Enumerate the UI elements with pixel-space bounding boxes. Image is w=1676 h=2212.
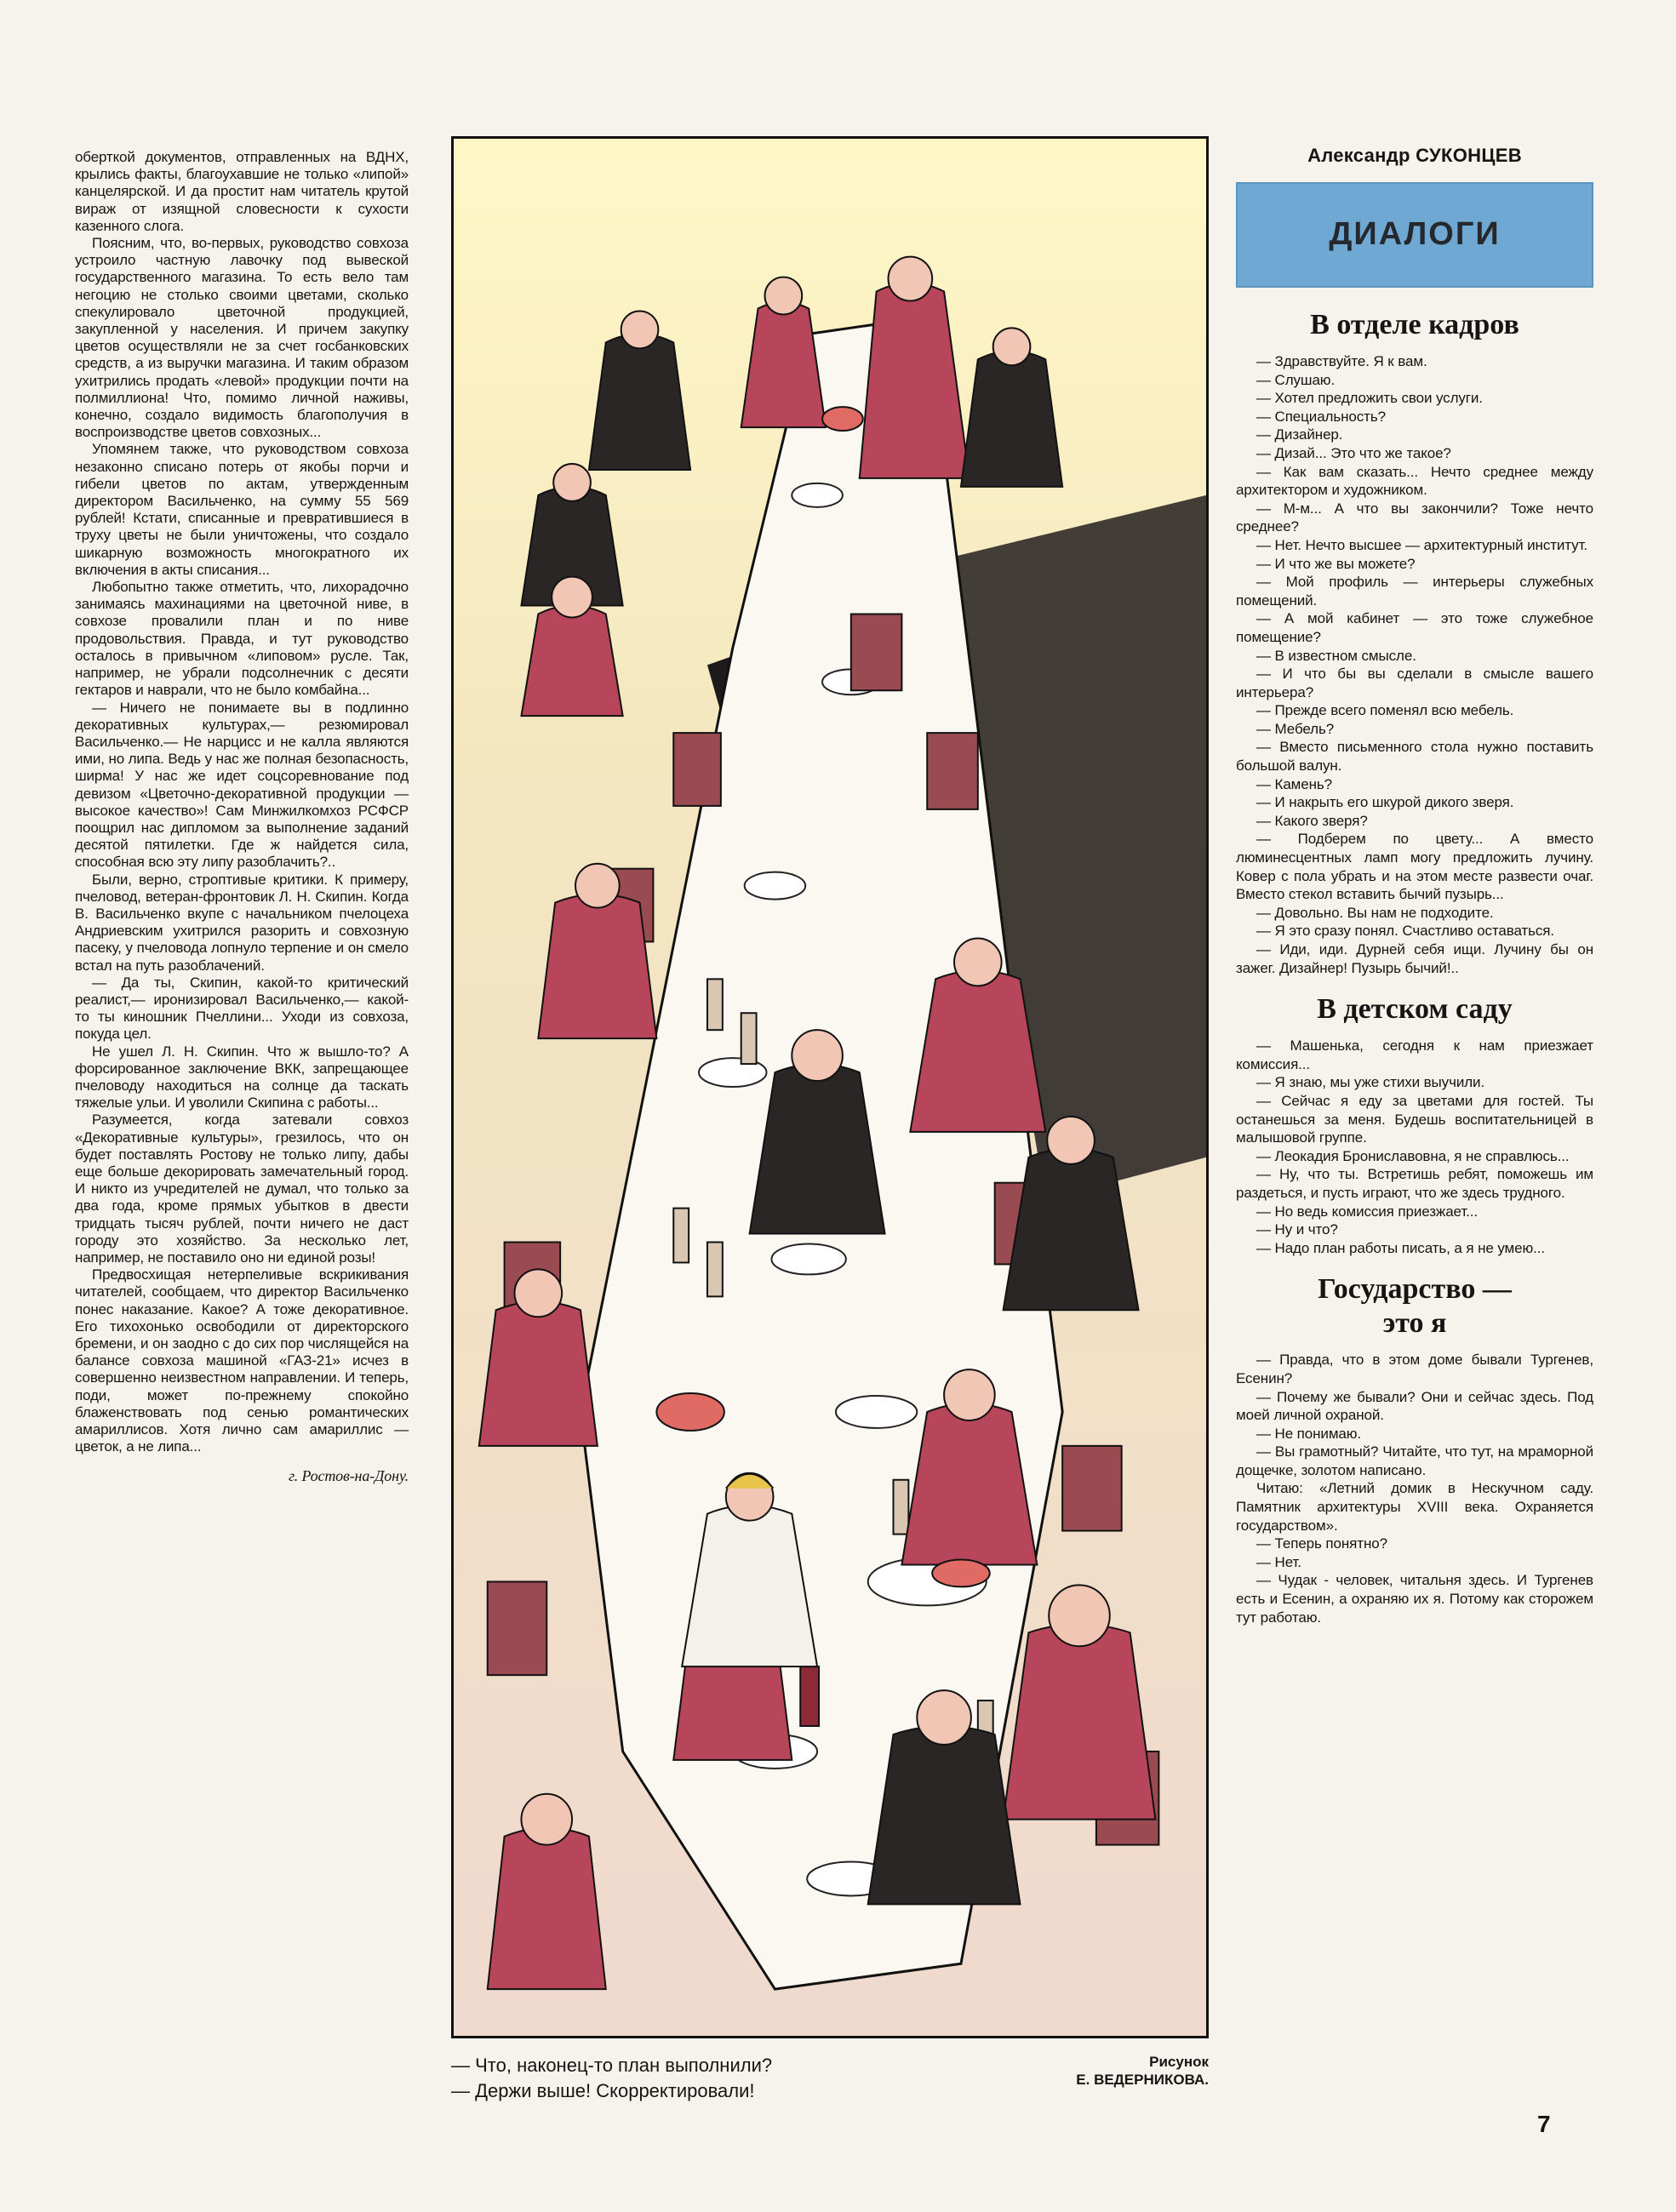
dialog-line: — Не понимаю. — [1256, 1425, 1362, 1442]
dialog-kindergarten — [1236, 1037, 1593, 1257]
dialog-line: — Я это сразу понял. Счастливо оставаться. — [1256, 923, 1555, 940]
dialog-line: — А мой кабинет — это тоже служебное помещение? — [1236, 610, 1593, 645]
illustration-credit — [979, 2053, 1209, 2089]
dialog-line: — Слушаю. — [1256, 371, 1336, 388]
dialog-line: — Здравствуйте. Я к вам. — [1256, 353, 1427, 369]
dialog-line: — Мебель? — [1256, 720, 1335, 737]
caption-line: — Что, наконец-то план выполнили? — [451, 2055, 773, 2076]
dialog-line: — Подберем по цвету... А вместо люминесцентных ламп могу предложить лучину. Ковер с пола убрать и на этом месте развести очаг. Вместо стекол вставить бычий пузырь... — [1236, 831, 1593, 903]
article-paragraph: Любопытно также отметить, что, лихорадочно занимаясь махинациями на цветочной ниве, в совхозе провалили план и по ниве продовольствия. Правда, и тут руководство осталось в привычном «липовом» русле. Так, например, не убрали подсолнечник с десяти гектаров и наврали, что не было комбайна... — [75, 579, 409, 699]
section-title-state — [1236, 1272, 1593, 1340]
dialog-line: — Надо план работы писать, а я не умею... — [1256, 1239, 1546, 1256]
dialog-line: — Но ведь комиссия приезжает... — [1256, 1203, 1479, 1220]
credit-author: Е. ВЕДЕРНИКОВА. — [1076, 2072, 1209, 2088]
article-paragraph: Предвосхищая нетерпеливые вскрикивания читателей, сообщаем, что директор Васильченко понес наказание. Какое? А тоже декоративное. Его тихохонько освободили от директорского бремени, и он заодно с до сих пор числящейся на балансе совхоза машиной «ГАЗ-21» исчез в совершенно неизвестном направлении. И теперь, поди, может по-прежнему спокойно блаженствовать под сенью романтических амариллисов. Хотя лично сам амариллис — цветок, а не липа... — [75, 1266, 409, 1455]
article-paragraph: Упомянем также, что руководством совхоза незаконно списано потерь от якобы порчи и гибели цветов по актам, утвержденным директором Васильченко, на сумму 55 569 рублей! Кстати, списанные и превратившиеся в труху цветы не были уничтожены, что создало шикарную возможность многократного их включения в акты списания... — [75, 441, 409, 578]
rubric-banner — [1236, 182, 1593, 288]
dialog-line: — В известном смысле. — [1256, 647, 1416, 664]
banquet-illustration — [451, 136, 1209, 2038]
article-paragraph: Были, верно, строптивые критики. К примеру, пчеловод, ветеран-фронтовик Л. Н. Скипин. Когда В. Васильченко вкупе с начальником пчелоцеха Андриевским ухитрился разорить и совхозную пасеку, у пчеловода лопнуло терпение и он смело встал на путь разоблачений. — [75, 871, 409, 974]
page-number: 7 — [1537, 2111, 1551, 2137]
dialog-line: — И что же вы можете? — [1256, 555, 1416, 572]
dialog-line: — Правда, что в этом доме бывали Тургенев, Есенин? — [1236, 1352, 1593, 1386]
article-paragraph: Разумеется, когда затевали совхоз «Декоративные культуры», грезилось, что он будет поставлять Ростову не только липу, дабы еще больше декорировать замечательный город. И никто из учредителей не думал, что только за два года, кроме прямых убытков в двести тридцать тысяч рублей, почти ничего не даст городу это хозяйство. За несколько лет, например, не поставило оно ни единой розы! — [75, 1112, 409, 1266]
dialog-line: — Почему же бывали? Они и сейчас здесь. Под моей личной охраной. — [1236, 1388, 1593, 1424]
dialogs-column — [1236, 145, 1593, 1626]
dialog-line: — Сейчас я еду за цветами для гостей. Ты останешься за меня. Будешь воспитательницей в малышовой группе. — [1236, 1092, 1593, 1146]
dialog-line: — И что бы вы сделали в смысле вашего интерьера? — [1236, 666, 1593, 700]
dialog-line: — Нет. Нечто высшее — архитектурный институт. — [1256, 536, 1588, 553]
dialog-line: — Дизай... Это что же такое? — [1256, 444, 1451, 461]
illustration-caption — [451, 2053, 979, 2104]
section-title-kindergarten: В детском саду — [1317, 993, 1513, 1026]
dialog-line: — Я знаю, мы уже стихи выучили. — [1256, 1074, 1485, 1091]
dialog-line: — Ну, что ты. Встретишь ребят, поможешь им раздеться, и пусть играют, что же здесь трудного. — [1236, 1166, 1593, 1201]
dialog-line: — Как вам сказать... Нечто среднее между архитектором и художником. — [1236, 463, 1593, 499]
dialog-line: — Вместо письменного стола нужно поставить большой валун. — [1236, 739, 1593, 774]
article-paragraph: — Ничего не понимаете вы в подлинно декоративных культурах,— резюмировал Васильченко.— Не нарцисс и не калла являются ими, но липа. Ведь у нас же полная безопасность, ширма! У нас же идет соцсоревнование под девизом «Цветочно-декоративной продукции — высокое качество»! Сам Минжилкомхоз РСФСР поощрил нас дипломом за выполнение заданий десятой пятилетки. Где ж найдется сила, способная всю эту липу разоблачить?.. — [75, 699, 409, 871]
dialog-line: — Иди, иди. Дурней себя ищи. Лучину бы он зажег. Дизайнер! Пузырь бычий!.. — [1236, 941, 1593, 976]
dialog-hr — [1236, 352, 1593, 977]
dialog-line: — Дизайнер. — [1256, 426, 1343, 443]
rubric-title: ДИАЛОГИ — [1329, 216, 1501, 252]
credit-line: Рисунок — [1149, 2054, 1209, 2070]
dialog-line: — М-м... А что вы закончили? Тоже нечто среднее? — [1236, 500, 1593, 535]
article-paragraph: — Да ты, Скипин, какой-то критический реалист,— иронизировал Васильченко,— какой-то ты киношник Пчеллини... Уходи из совхоза, покуда цел. — [75, 974, 409, 1043]
section-title-line: Государство — — [1318, 1273, 1512, 1306]
dialog-line: — И накрыть его шкурой дикого зверя. — [1256, 794, 1514, 811]
dialog-line: — Камень? — [1256, 775, 1333, 792]
dialog-line: Читаю: «Летний домик в Нескучном саду. Памятник архитектуры XVIII века. Охраняется государством». — [1236, 1480, 1593, 1534]
author-name: Александр СУКОНЦЕВ — [1307, 145, 1522, 166]
dialog-line: — Теперь понятно? — [1256, 1535, 1387, 1552]
dialog-line: — Вы грамотный? Читайте, что тут, на мраморной дощечке, золотом написано. — [1236, 1443, 1593, 1478]
article-paragraph: Не ушел Л. Н. Скипин. Что ж вышло-то? А форсированное заключение ВКК, запрещающее пчеловоду находиться на солнце да таскать тяжелые ульи. И уволили Скипина с работы... — [75, 1043, 409, 1112]
dialog-state — [1236, 1351, 1593, 1626]
article-paragraph: оберткой документов, отправленных на ВДНХ, крылись факты, благоухавшие не только «липой» канцелярской. И да простит нам читатель крутой вираж от изящной словесности к сухости казенного слога. — [75, 149, 409, 234]
section-title-line: это я — [1382, 1307, 1447, 1340]
article-place: г. Ростов-на-Дону. — [289, 1467, 409, 1485]
article-paragraph: Поясним, что, во-первых, руководство совхоза устроило частную лавочку под вывеской государственного магазина. То есть вело там негоцию не столько своими цветами, сколько спекулировало цветочной продукцией, закупленной у населения. И причем закупку цветов осуществляли не за счет госбанковских средств, а из выручки магазина. И таким образом ухитрились продать «левой» продукции почти на полмиллиона! Что, помимо личной наживы, конечно, создало видимость благополучия в воспроизводстве цветов совхозных... — [75, 235, 409, 441]
dialog-line: — Специальность? — [1256, 408, 1386, 425]
dialog-line: — Мой профиль — интерьеры служебных помещений. — [1236, 574, 1593, 609]
section-title-hr: В отделе кадров — [1310, 309, 1519, 340]
dialog-line: — Чудак - человек, читальня здесь. И Тургенев есть и Есенин, а охраняю их я. Потому как сторожем тут работаю. — [1236, 1572, 1593, 1626]
dialog-line: — Ну и что? — [1256, 1221, 1338, 1238]
dialog-line: — Довольно. Вы нам не подходите. — [1256, 904, 1494, 921]
dialog-line: — Хотел предложить свои услуги. — [1256, 390, 1483, 407]
dialog-line: — Машенька, сегодня к нам приезжает комиссия... — [1236, 1037, 1593, 1072]
article-left-column — [75, 149, 409, 1485]
dialog-line: — Леокадия Брониславовна, я не справлюсь... — [1256, 1147, 1570, 1164]
dialog-line: — Прежде всего поменял всю мебель. — [1256, 702, 1514, 719]
dialog-line: — Какого зверя? — [1256, 812, 1368, 829]
banquet-drawing — [454, 139, 1206, 2036]
dialog-line: — Нет. — [1256, 1553, 1301, 1570]
caption-line: — Держи выше! Скорректировали! — [451, 2080, 755, 2101]
